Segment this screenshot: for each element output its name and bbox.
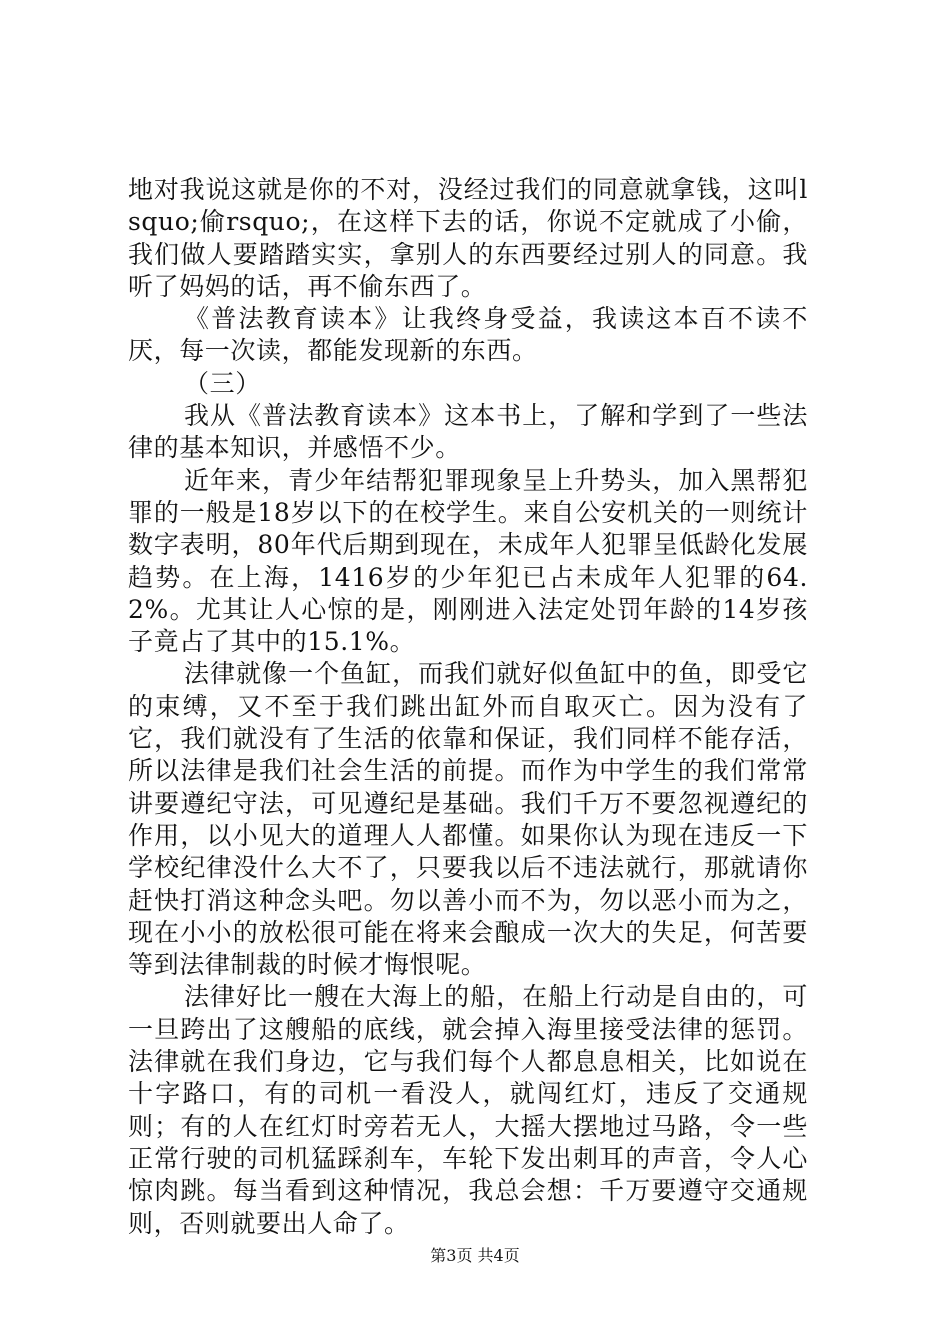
page-number-footer: 第3页 共4页 — [430, 1246, 520, 1265]
paragraph-book-benefit: 《普法教育读本》让我终身受益，我读这本百不读不厌，每一次读，都能发现新的东西。 — [128, 304, 808, 366]
section-heading-three: （三） — [184, 368, 261, 398]
paragraph-fish-tank-metaphor: 法律就像一个鱼缸，而我们就好似鱼缸中的鱼，即受它的束缚，又不至于我们跳出缸外而自取灭亡。因为没有了它，我们就没有了生活的依靠和保证，我们同样不能存活，所以法律是我们社会生活的前提。而作为中学生的我们常常讲要遵纪守法，可见遵纪是基础。我们千万不要忽视遵纪的作用，以小见大的道理人人都懂。如果你认为现在违反一下学校纪律没什么大不了，只要我以后不违法就行，那就请你赶快打消这种念头吧。勿以善小而不为，勿以恶小而为之，现在小小的放松很可能在将来会酿成一次大的失足，何苦要等到法律制裁的时候才悔恨呢。 — [128, 659, 808, 980]
paragraph-ship-metaphor: 法律好比一艘在大海上的船，在船上行动是自由的，可一旦跨出了这艘船的底线，就会掉入海里接受法律的惩罚。法律就在我们身边，它与我们每个人都息息相关，比如说在十字路口，有的司机一看没人，就闯红灯，违反了交通规则；有的人在红灯时旁若无人，大摇大摆地过马路，令一些正常行驶的司机猛踩刹车，车轮下发出刺耳的声音，令人心惊肉跳。每当看到这种情况，我总会想：千万要遵守交通规则，否则就要出人命了。 — [128, 982, 808, 1238]
document-body — [128, 174, 808, 1240]
paragraph-continuation: 地对我说这就是你的不对，没经过我们的同意就拿钱，这叫lsquo;偷rsquo;，在这样下去的话，你说不定就成了小偷，我们做人要踏踏实实，拿别人的东西要经过别人的同意。我听了妈妈的话，再不偷东西了。 — [128, 175, 808, 301]
paragraph-intro-knowledge: 我从《普法教育读本》这本书上，了解和学到了一些法律的基本知识，并感悟不少。 — [128, 401, 808, 463]
paragraph-youth-crime-statistics: 近年来，青少年结帮犯罪现象呈上升势头，加入黑帮犯罪的一般是18岁以下的在校学生。来自公安机关的一则统计数字表明，80年代后期到现在，未成年人犯罪呈低龄化发展趋势。在上海，1416岁的少年犯已占未成年人犯罪的64.2%。尤其让人心惊的是，刚刚进入法定处罚年龄的14岁孩子竟占了其中的15.1%。 — [128, 465, 808, 657]
